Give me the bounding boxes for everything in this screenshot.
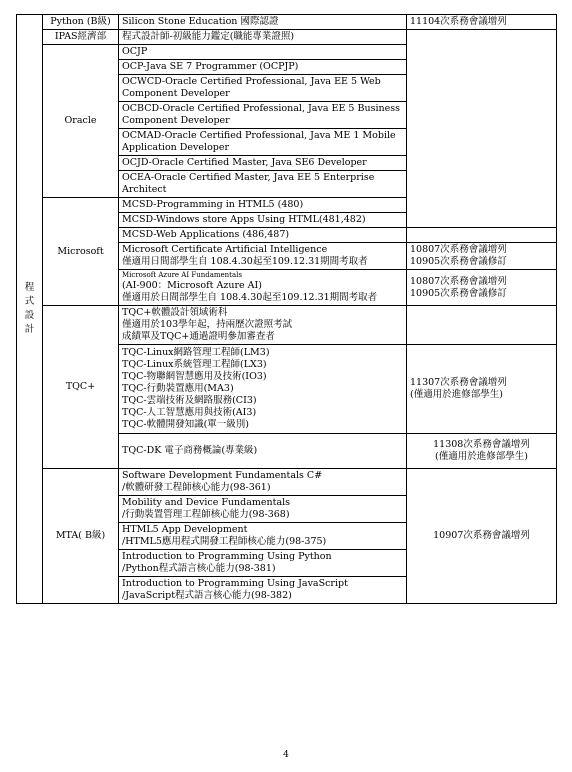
note-cell-empty (407, 228, 557, 243)
note-line: 11308次系務會議增列 (433, 439, 530, 450)
note-cell: 11104次系務會議增列 (407, 15, 557, 30)
cert-cell: OCBCD-Oracle Certified Professional, Java EE 5 Business Component Developer (119, 102, 407, 129)
cert-line: /HTML5應用程式開發工程師核心能力(98-375) (122, 536, 327, 547)
cert-line: /Python程式語言核心能力(98-381) (122, 563, 276, 574)
cert-line: Microsoft Certificate Artificial Intelligence (122, 244, 328, 255)
cert-line: TQC-軟體開發知識(單一級別) (122, 419, 250, 430)
cert-line: /JavaScript程式語言核心能力(98-382) (122, 590, 292, 601)
cert-cell (119, 496, 407, 523)
note-cell (407, 434, 557, 469)
cert-line: TQC-行動裝置應用(MA3) (122, 383, 234, 394)
note-line: (僅適用於進修部學生) (410, 389, 503, 400)
cert-cell: OCWCD-Oracle Certified Professional, Java EE 5 Web Component Developer (119, 75, 407, 102)
category-label: 程式設計 (24, 282, 35, 335)
cert-line: (AI-900：Microsoft Azure AI) (122, 280, 262, 291)
cert-cell (119, 345, 407, 434)
cert-line: Mobility and Device Fundamentals (122, 497, 291, 508)
vendor-cell: Microsoft (43, 198, 119, 306)
cert-cell (119, 270, 407, 306)
cert-cell: OCJP (119, 45, 407, 60)
note-line: 10905次系務會議修訂 (410, 287, 507, 299)
note-line: 10807次系務會議增列 (410, 244, 507, 255)
category-cell (17, 15, 43, 604)
vendor-cell: MTA( B級) (43, 469, 119, 604)
note-cell-empty (407, 306, 557, 345)
note-cell (407, 270, 557, 306)
cert-line: 成績單及TQC+通過證明參加審查者 (122, 331, 275, 342)
cert-line: HTML5 App Development (122, 524, 248, 535)
cert-cell (119, 243, 407, 270)
note-line: 10807次系務會議增列 (410, 275, 507, 287)
vendor-cell: IPAS經濟部 (43, 30, 119, 45)
cert-cell: MCSD-Web Applications (486,487) (119, 228, 407, 243)
cert-cell: OCEA-Oracle Certified Master, Java EE 5 Enterprise Architect (119, 171, 407, 198)
cert-line: 僅適用於日間部學生自 108.4.30起至109.12.31期間考取者 (122, 292, 378, 303)
note-cell: 10907次系務會議增列 (407, 469, 557, 604)
cert-cell: Silicon Stone Education 國際認證 (119, 15, 407, 30)
note-cell (407, 243, 557, 270)
certification-table (16, 14, 557, 604)
cert-line: 僅適用日間部學生自 108.4.30起至109.12.31期間考取者 (122, 256, 368, 267)
table-row (17, 30, 557, 45)
cert-line: TQC+軟體設計領域術科 (122, 307, 228, 318)
cert-line: Introduction to Programming Using JavaScript (122, 578, 348, 589)
cert-line: TQC-雲端技術及網路服務(CI3) (122, 395, 257, 406)
cert-line: Microsoft Azure AI Fundamentals (122, 271, 242, 279)
cert-line: 僅適用於103學年起，持兩歷次證照考試 (122, 319, 293, 330)
vendor-cell: Oracle (43, 45, 119, 198)
note-line: 11307次系務會議增列 (410, 377, 507, 388)
cert-line: TQC-人工智慧應用與技術(AI3) (122, 407, 257, 418)
cert-cell: MCSD-Windows store Apps Using HTML(481,482) (119, 213, 407, 228)
cert-cell (119, 469, 407, 496)
cert-cell: OCP-Java SE 7 Programmer (OCPJP) (119, 60, 407, 75)
table-row (17, 15, 557, 30)
cert-line: Introduction to Programming Using Python (122, 551, 332, 562)
cert-line: Software Development Fundamentals C# (122, 470, 323, 481)
cert-cell (119, 577, 407, 604)
vendor-cell: Python (B級) (43, 15, 119, 30)
cert-cell: OCJD-Oracle Certified Master, Java SE6 Developer (119, 156, 407, 171)
cert-cell (119, 523, 407, 550)
table-row (17, 306, 557, 345)
cert-line: TQC-Linux網路管理工程師(LM3) (122, 347, 270, 358)
cert-cell: OCMAD-Oracle Certified Professional, Java ME 1 Mobile Application Developer (119, 129, 407, 156)
cert-line: TQC-Linux系統管理工程師(LX3) (122, 359, 267, 370)
note-cell (407, 345, 557, 434)
cert-cell: 程式設計師-初級能力鑑定(職能專業證照) (119, 30, 407, 45)
page-number: 4 (283, 750, 289, 760)
cert-line: /軟體研發工程師核心能力(98-361) (122, 482, 271, 493)
vendor-cell: TQC+ (43, 306, 119, 469)
note-cell-empty (407, 30, 557, 228)
cert-cell (119, 306, 407, 345)
cert-line: TQC-物聯網智慧應用及技術(IO3) (122, 371, 267, 382)
cert-line: /行動裝置管理工程師核心能力(98-368) (122, 509, 290, 520)
cert-cell: MCSD-Programming in HTML5 (480) (119, 198, 407, 213)
cert-cell: TQC-DK 電子商務概論(專業級) (119, 434, 407, 469)
note-line: (僅適用於進修部學生) (435, 451, 528, 462)
cert-cell (119, 550, 407, 577)
table-row (17, 469, 557, 496)
note-line: 10905次系務會議修訂 (410, 256, 507, 267)
